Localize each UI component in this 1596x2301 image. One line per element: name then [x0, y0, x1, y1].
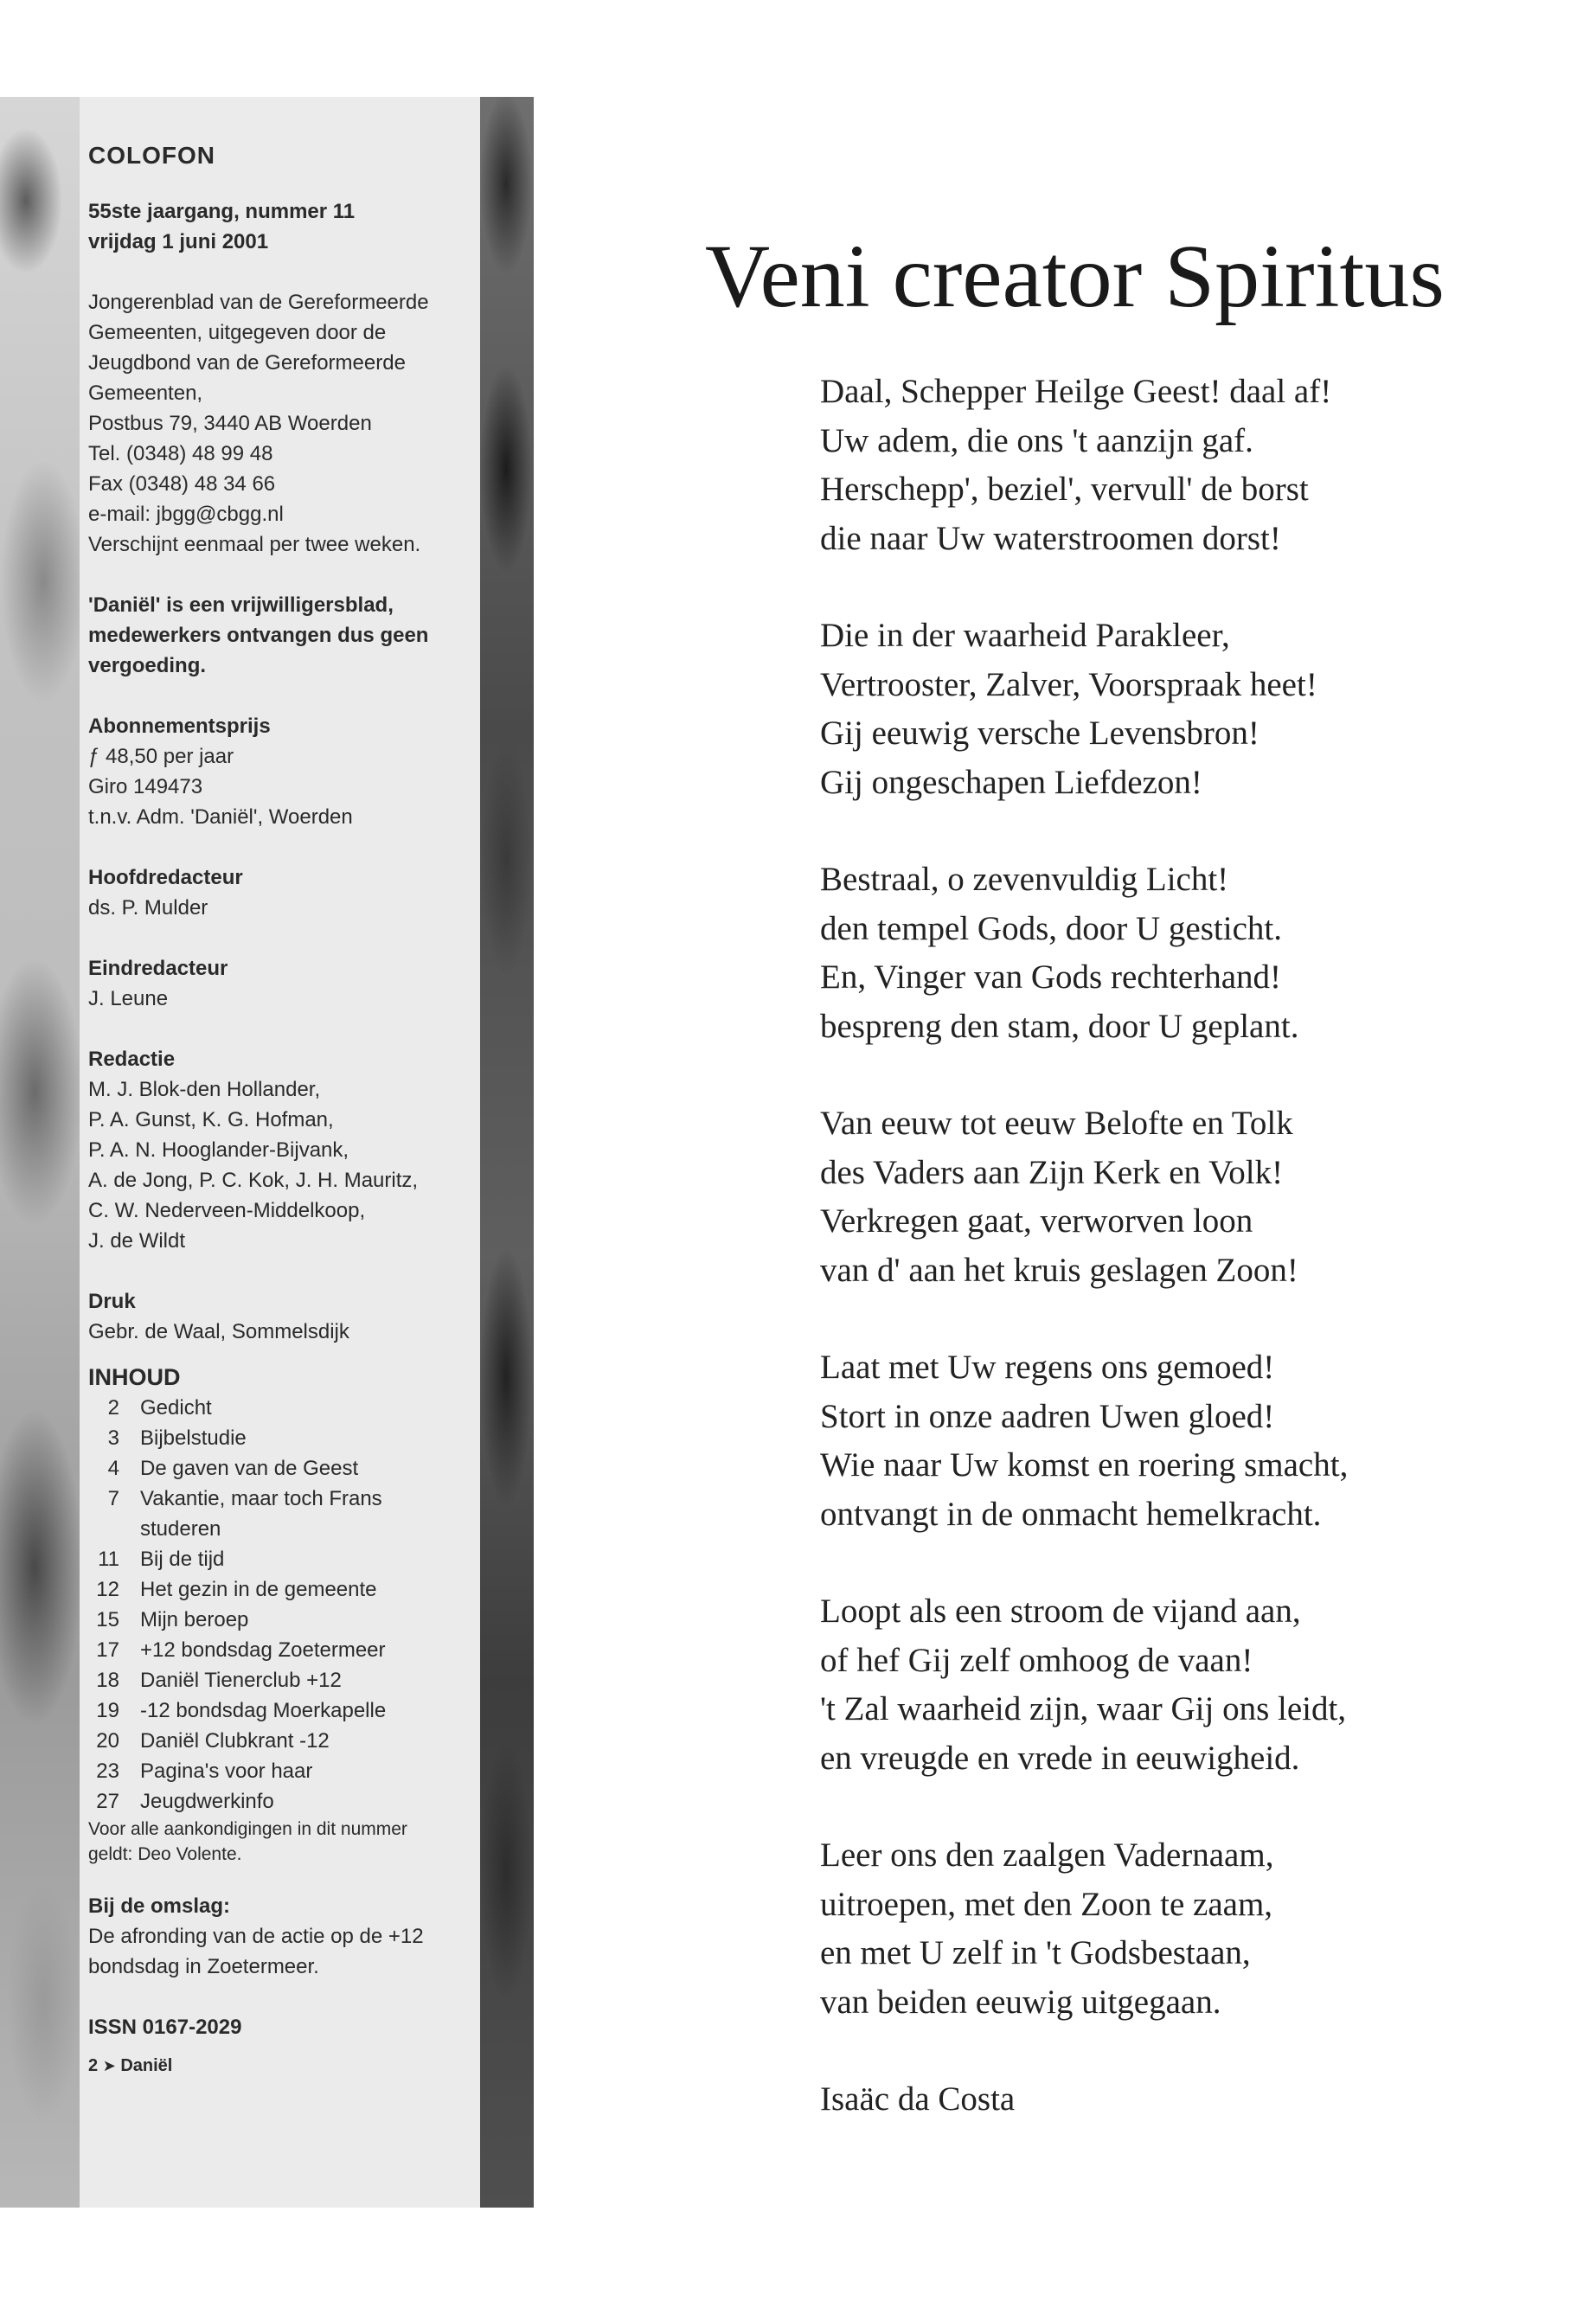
- contents-title: Bijbelstudie: [140, 1426, 247, 1450]
- publisher-line: Jongerenblad van de Gereformeerde: [88, 291, 429, 314]
- contents-note: geldt: Deo Volente.: [88, 1844, 242, 1864]
- editorial-line: P. A. N. Hooglander-Bijvank,: [88, 1138, 349, 1162]
- contents-item: [88, 1423, 478, 1453]
- contents-page: 20: [96, 1729, 119, 1753]
- contents-page: 19: [96, 1699, 119, 1722]
- volunteer-line: vergoeding.: [88, 654, 207, 677]
- poem-stanza: [820, 1587, 1512, 1783]
- print-info: [88, 1286, 478, 1347]
- cover-heading: Bij de omslag:: [88, 1894, 231, 1918]
- contents-title: De gaven van de Geest: [140, 1457, 359, 1480]
- contents-title: -12 bondsdag Moerkapelle: [140, 1699, 387, 1722]
- print-name: Gebr. de Waal, Sommelsdijk: [88, 1320, 349, 1343]
- editorial-line: A. de Jong, P. C. Kok, J. H. Mauritz,: [88, 1169, 419, 1192]
- editorial-line: J. de Wildt: [88, 1229, 186, 1253]
- cover-info: [88, 1891, 478, 1982]
- editorial-line: C. W. Nederveen-Middelkoop,: [88, 1199, 366, 1222]
- contents-title: Mijn beroep: [140, 1608, 249, 1631]
- publisher-info: [88, 287, 478, 560]
- contents-item: [88, 1484, 478, 1514]
- publisher-address: Postbus 79, 3440 AB Woerden: [88, 412, 372, 435]
- final-editor-name: J. Leune: [88, 987, 169, 1010]
- poem-line: En, Vinger van Gods rechterhand!: [820, 958, 1282, 996]
- poem-line: Van eeuw tot eeuw Belofte en Tolk: [820, 1105, 1293, 1142]
- contents-title: Het gezin in de gemeente: [140, 1578, 377, 1601]
- subscription-info: [88, 711, 478, 832]
- colofon-content: [88, 140, 478, 2081]
- publisher-phone: Tel. (0348) 48 99 48: [88, 442, 273, 465]
- contents-page: 18: [96, 1669, 119, 1692]
- contents-item: [88, 1514, 478, 1544]
- poem-line: Wie naar Uw komst en roering smacht,: [820, 1446, 1349, 1484]
- editorial-line: P. A. Gunst, K. G. Hofman,: [88, 1108, 334, 1131]
- poem-line: Bestraal, o zevenvuldig Licht!: [820, 861, 1229, 898]
- subscription-price: ƒ 48,50 per jaar: [88, 745, 234, 768]
- publisher-line: Gemeenten, uitgegeven door de: [88, 321, 387, 344]
- contents-page: 17: [96, 1638, 119, 1662]
- contents-list: [88, 1393, 478, 1817]
- contents: [88, 1362, 478, 1867]
- contents-item: [88, 1574, 478, 1605]
- contents-title: studeren: [140, 1517, 221, 1541]
- cover-photo-strip-right: [480, 97, 534, 2208]
- contents-item: [88, 1544, 478, 1574]
- poem-line: 't Zal waarheid zijn, waar Gij ons leidt,: [820, 1690, 1347, 1727]
- poem-line: Leer ons den zaalgen Vadernaam,: [820, 1836, 1274, 1874]
- poem-line: Gij ongeschapen Liefdezon!: [820, 763, 1202, 801]
- poem-line: Die in der waarheid Parakleer,: [820, 617, 1230, 654]
- poem-line: Stort in onze aadren Uwen gloed!: [820, 1397, 1275, 1435]
- page-footer: [88, 2051, 478, 2081]
- poem-stanza: [820, 1831, 1512, 2027]
- contents-page: 3: [107, 1426, 119, 1450]
- subscription-giro: Giro 149473: [88, 775, 203, 798]
- contents-page: 23: [96, 1759, 119, 1783]
- poem-line: Verkregen gaat, verworven loon: [820, 1202, 1253, 1240]
- contents-title: Pagina's voor haar: [140, 1759, 313, 1783]
- poem-author: Isaäc da Costa: [820, 2080, 1016, 2118]
- poem-body: [820, 368, 1512, 2125]
- chief-editor-name: ds. P. Mulder: [88, 896, 208, 920]
- contents-title: Bij de tijd: [140, 1548, 225, 1571]
- poem-line: of hef Gij zelf omhoog de vaan!: [820, 1641, 1253, 1679]
- poem-stanza: [820, 368, 1512, 563]
- contents-item: [88, 1756, 478, 1786]
- poem-title: Veni creator Spiritus: [705, 227, 1445, 326]
- contents-page: 12: [96, 1578, 119, 1601]
- cover-photo-strip-left: [0, 97, 80, 2208]
- volunteer-line: medewerkers ontvangen dus geen: [88, 624, 429, 647]
- contents-page: [88, 1514, 119, 1544]
- chief-editor-heading: Hoofdredacteur: [88, 866, 243, 889]
- contents-page: 11: [98, 1548, 119, 1571]
- poem-line: Daal, Schepper Heilge Geest! daal af!: [820, 373, 1332, 410]
- poem-line: Uw adem, die ons 't aanzijn gaf.: [820, 421, 1253, 459]
- magazine-name: Daniël: [120, 2056, 173, 2075]
- contents-title: +12 bondsdag Zoetermeer: [140, 1638, 386, 1662]
- contents-item: [88, 1393, 478, 1423]
- contents-note: Voor alle aankondigingen in dit nummer: [88, 1819, 407, 1839]
- editorial-info: [88, 1044, 478, 1256]
- publisher-email: e-mail: jbgg@cbgg.nl: [88, 503, 284, 526]
- contents-item: [88, 1605, 478, 1635]
- volunteer-line: 'Daniël' is een vrijwilligersblad,: [88, 593, 394, 617]
- contents-heading: INHOUD: [88, 1364, 181, 1390]
- issue-date: vrijdag 1 juni 2001: [88, 230, 269, 253]
- poem-stanza: [820, 856, 1512, 1051]
- contents-page: 2: [107, 1396, 119, 1420]
- poem-line: uitroepen, met den Zoon te zaam,: [820, 1885, 1273, 1923]
- publisher-line: Jeugdbond van de Gereformeerde: [88, 351, 406, 375]
- issue-info: [88, 196, 478, 257]
- poem-stanza: [820, 612, 1512, 807]
- poem-line: Herschepp', beziel', vervull' de borst: [820, 471, 1309, 508]
- cover-line: De afronding van de actie op de +12: [88, 1925, 424, 1948]
- poem-line: en vreugde en vrede in eeuwigheid.: [820, 1739, 1300, 1777]
- contents-title: Gedicht: [140, 1396, 212, 1420]
- cover-line: bondsdag in Zoetermeer.: [88, 1955, 319, 1978]
- contents-title: Daniël Tienerclub +12: [140, 1669, 342, 1692]
- volunteer-note: [88, 590, 478, 681]
- contents-title: Jeugdwerkinfo: [140, 1790, 274, 1813]
- final-editor-info: [88, 953, 478, 1014]
- contents-page: 15: [96, 1608, 119, 1631]
- issue-volume: 55ste jaargang, nummer 11: [88, 200, 356, 223]
- issn: ISSN 0167-2029: [88, 2016, 242, 2039]
- poem-line: van d' aan het kruis geslagen Zoon!: [820, 1251, 1298, 1289]
- page-number: 2: [88, 2056, 99, 2075]
- contents-item: [88, 1726, 478, 1756]
- poem-line: Loopt als een stroom de vijand aan,: [820, 1593, 1301, 1630]
- arrow-right-icon: ➤: [102, 2057, 116, 2074]
- print-heading: Druk: [88, 1290, 136, 1313]
- poem-line: bespreng den stam, door U geplant.: [820, 1007, 1299, 1045]
- poem-stanza: [820, 1099, 1512, 1295]
- poem-line: van beiden eeuwig uitgegaan.: [820, 1983, 1221, 2021]
- publisher-frequency: Verschijnt eenmaal per twee weken.: [88, 533, 421, 556]
- contents-item: [88, 1635, 478, 1665]
- contents-item: [88, 1453, 478, 1484]
- contents-page: 7: [107, 1487, 119, 1510]
- publisher-line: Gemeenten,: [88, 381, 203, 405]
- poem-line: en met U zelf in 't Godsbestaan,: [820, 1934, 1251, 1971]
- contents-title: Vakantie, maar toch Frans: [140, 1487, 382, 1510]
- poem-line: des Vaders aan Zijn Kerk en Volk!: [820, 1153, 1284, 1191]
- poem-line: die naar Uw waterstroomen dorst!: [820, 519, 1281, 557]
- editorial-line: M. J. Blok-den Hollander,: [88, 1078, 321, 1101]
- poem-line: Laat met Uw regens ons gemoed!: [820, 1349, 1275, 1386]
- poem-line: den tempel Gods, door U gesticht.: [820, 909, 1282, 947]
- publisher-fax: Fax (0348) 48 34 66: [88, 472, 276, 496]
- contents-item: [88, 1695, 478, 1726]
- poem-line: Vertrooster, Zalver, Voorspraak heet!: [820, 665, 1317, 703]
- contents-page: 27: [96, 1790, 119, 1813]
- contents-item: [88, 1786, 478, 1817]
- subscription-account: t.n.v. Adm. 'Daniël', Woerden: [88, 805, 353, 829]
- poem-stanza: [820, 1343, 1512, 1539]
- final-editor-heading: Eindredacteur: [88, 957, 228, 980]
- editorial-heading: Redactie: [88, 1048, 176, 1071]
- contents-item: [88, 1665, 478, 1695]
- colofon-column: [80, 97, 480, 2208]
- poem-line: ontvangt in de onmacht hemelkracht.: [820, 1495, 1322, 1533]
- poem-line: Gij eeuwig versche Levensbron!: [820, 715, 1259, 752]
- subscription-heading: Abonnementsprijs: [88, 715, 271, 738]
- contents-page: 4: [107, 1457, 119, 1480]
- chief-editor-info: [88, 862, 478, 923]
- colofon-title: COLOFON: [88, 142, 215, 169]
- contents-title: Daniël Clubkrant -12: [140, 1729, 330, 1753]
